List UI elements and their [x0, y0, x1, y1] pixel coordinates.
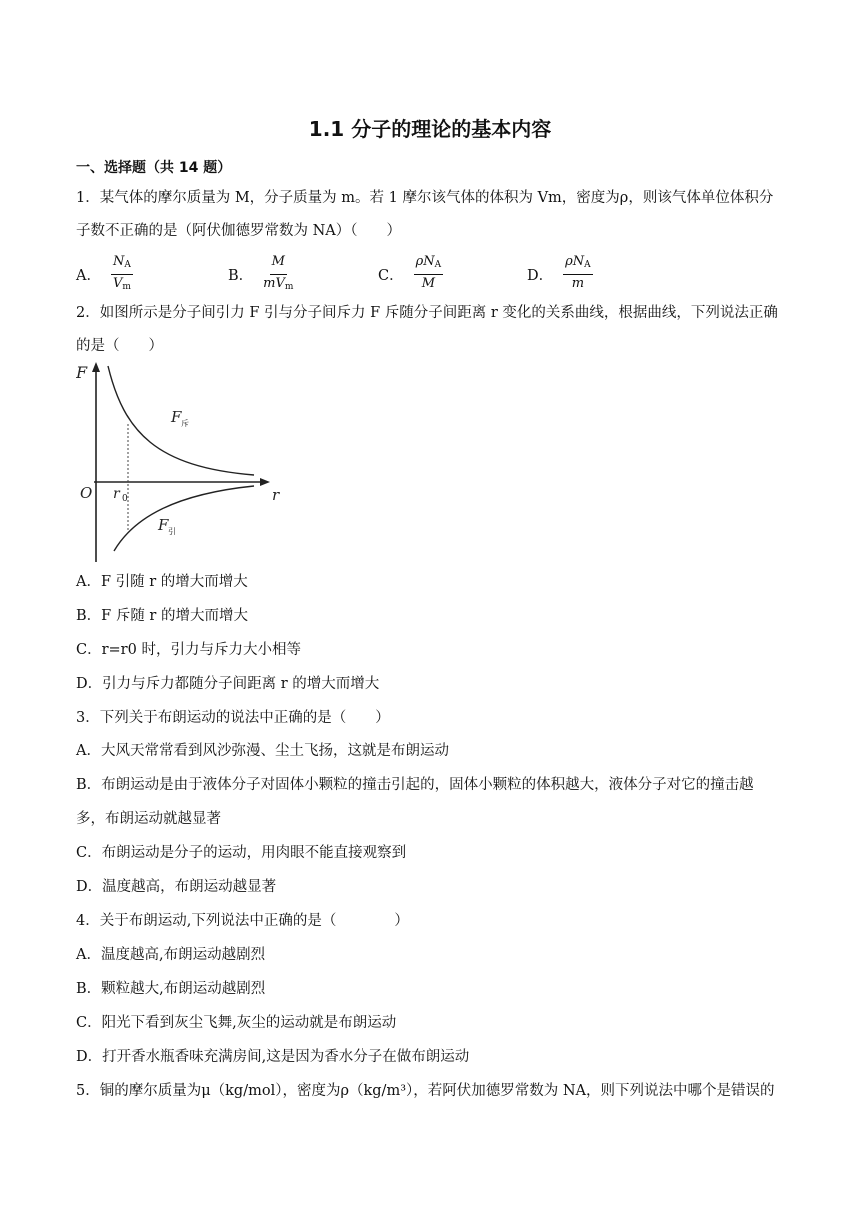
attraction-subscript: 引 [168, 527, 176, 536]
x-axis-label: r [272, 486, 280, 504]
numerator-sub: A [124, 260, 131, 270]
y-axis-arrow [92, 362, 100, 372]
numerator: ρN [565, 254, 585, 269]
q3-option-b-cont: 多，布朗运动就越显著 [76, 811, 221, 827]
numerator-sub: A [434, 260, 442, 270]
q1-line2: 子数不正确的是（阿伏伽德罗常数为 NA）（ ） [76, 223, 402, 239]
q3-option-c[interactable]: C．布朗运动是分子的运动，用肉眼不能直接观察到 [76, 845, 407, 861]
denominator: mV [263, 276, 285, 291]
q4-option-a[interactable]: A．温度越高,布朗运动越剧烈 [76, 947, 266, 963]
q1-option-d[interactable] [527, 254, 593, 295]
fraction [563, 254, 593, 295]
q4-option-b[interactable]: B．颗粒越大,布朗运动越剧烈 [76, 981, 266, 997]
q3-line1: 3．下列关于布朗运动的说法中正确的是（ ） [76, 710, 390, 726]
denominator: V [112, 276, 123, 291]
origin-label: O [80, 484, 93, 502]
fraction [414, 254, 444, 295]
repulsion-label: F [171, 408, 182, 426]
option-label: C． [378, 268, 404, 284]
q1-option-b[interactable] [228, 254, 293, 295]
q2-option-c[interactable]: C．r=r0 时，引力与斥力大小相等 [76, 642, 301, 658]
fraction [111, 254, 133, 295]
y-axis-label: F [76, 363, 88, 382]
denominator-sub: m [122, 282, 131, 292]
fraction [263, 254, 293, 295]
numerator-sub: A [584, 260, 591, 270]
q2-line1: 2．如图所示是分子间引力 F 引与分子间斥力 F 斥随分子间距离 r 变化的关系曲线，根据曲线，下列说法正确 [76, 305, 778, 321]
section-heading: 一、选择题（共 14 题） [76, 160, 232, 176]
numerator: M [271, 254, 285, 269]
q2-option-a[interactable]: A．F 引随 r 的增大而增大 [76, 574, 248, 590]
attraction-curve [114, 486, 254, 551]
q2-option-b[interactable]: B．F 斥随 r 的增大而增大 [76, 608, 248, 624]
q3-option-a[interactable]: A．大风天常常看到风沙弥漫、尘土飞扬，这就是布朗运动 [76, 743, 449, 759]
q4-option-c[interactable]: C．阳光下看到灰尘飞舞,灰尘的运动就是布朗运动 [76, 1015, 397, 1031]
q1-option-a[interactable] [76, 254, 133, 295]
repulsion-subscript: 斥 [181, 419, 189, 428]
denominator: m [571, 276, 585, 291]
numerator: N [112, 254, 125, 269]
q1-option-c[interactable] [378, 254, 443, 295]
q5-line1: 5．铜的摩尔质量为μ（kg/mol），密度为ρ（kg/m³），若阿伏加德罗常数为 NA，则下列说法中哪个是错误的 [76, 1083, 775, 1099]
option-label: B． [228, 268, 254, 284]
page-title: 1.1 分子的理论的基本内容 [308, 117, 552, 141]
option-label: A． [76, 268, 101, 284]
q4-option-d[interactable]: D．打开香水瓶香味充满房间,这是因为香水分子在做布朗运动 [76, 1049, 470, 1065]
numerator: ρN [415, 254, 435, 269]
q3-option-d[interactable]: D．温度越高，布朗运动越显著 [76, 879, 277, 895]
q2-option-d[interactable]: D．引力与斥力都随分子间距离 r 的增大而增大 [76, 676, 380, 692]
r0-label: r [113, 486, 120, 502]
r0-subscript: 0 [122, 494, 128, 504]
q3-option-b[interactable]: B．布朗运动是由于液体分子对固体小颗粒的撞击引起的，固体小颗粒的体积越大，液体分子对它的撞击越 [76, 777, 754, 793]
q4-line1: 4．关于布朗运动,下列说法中正确的是（ ） [76, 913, 409, 929]
q1-line1: 1．某气体的摩尔质量为 M，分子质量为 m。若 1 摩尔该气体的体积为 Vm，密度为ρ，则该气体单位体积分 [76, 190, 774, 206]
x-axis-arrow [260, 478, 270, 486]
attraction-label: F [158, 516, 169, 534]
denominator-sub: m [284, 282, 294, 292]
q2-line2: 的是（ ） [76, 338, 163, 354]
force-distance-graph [76, 362, 296, 566]
denominator: M [421, 276, 436, 291]
option-label: D． [527, 268, 554, 284]
